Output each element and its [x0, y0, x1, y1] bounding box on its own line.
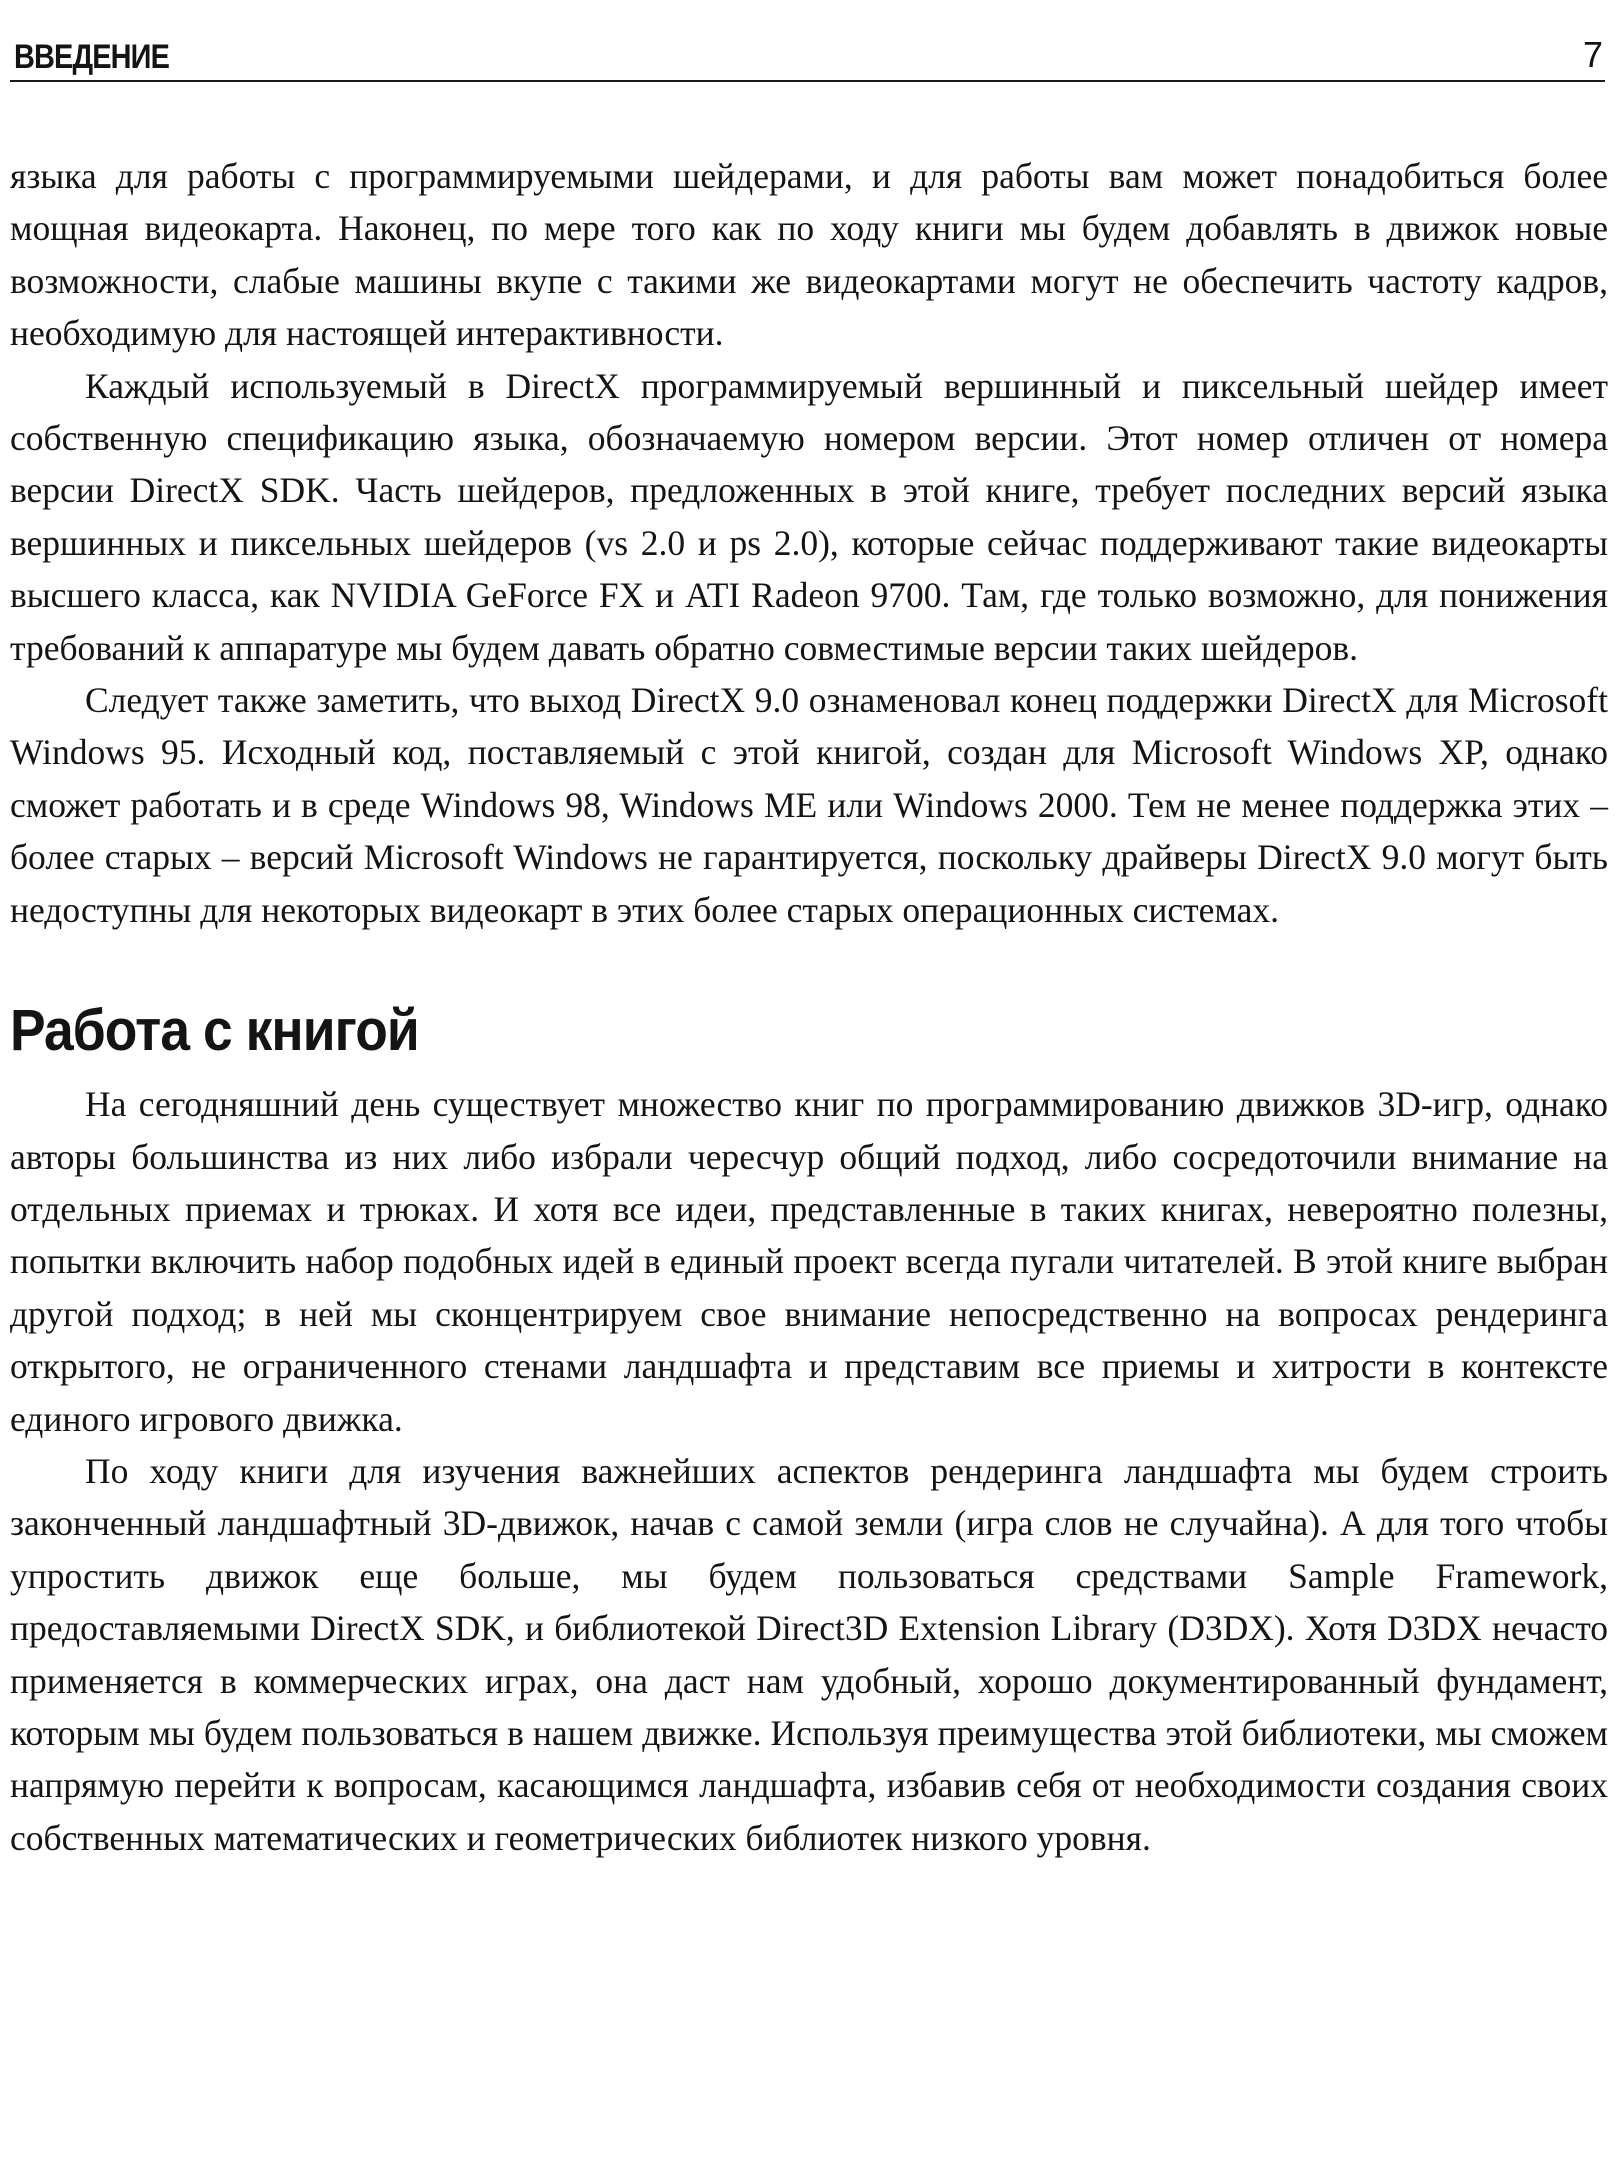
running-header: [10, 34, 1605, 82]
running-header-title: ВВЕДЕНИЕ: [14, 38, 170, 76]
page-number: 7: [1582, 34, 1603, 75]
paragraph-engine-overview: По ходу книги для изучения важнейших аспектов рендеринга ландшафта мы будем строить законченный ландшафтный 3D-движок, начав с самой земли (игра слов не случайна). А для того чтобы упростить движок еще больше, мы будем пользоваться средствами Sample Framework, предоставляемыми DirectX SDK, и библиотекой Direct3D Extension Library (D3DX). Хотя D3DX нечасто применяется в коммерческих играх, она даст нам удобный, хорошо документированный фундамент, которым мы будем пользоваться в нашем движке. Используя преимущества этой библиотеки, мы сможем напрямую перейти к вопросам, касающимся ландшафта, избавив себя от необходимости создания своих собственных математических и геометрических библиотек низкого уровня.: [10, 1450, 1608, 1858]
paragraph-shader-versions: Каждый используемый в DirectX программируемый вершинный и пиксельный шейдер имеет собственную спецификацию языка, обозначаемую номером версии. Этот номер отличен от номера версии DirectX SDK. Часть шейдеров, предложенных в этой книге, требует последних версий языка вершинных и пиксельных шейдеров (vs 2.0 и ps 2.0), которые сейчас поддерживают такие видеокарты высшего класса, как NVIDIA GeForce FX и ATI Radeon 9700. Там, где только возможно, для понижения требований к аппаратуре мы будем давать обратно совместимые версии таких шейдеров.: [10, 365, 1608, 668]
paragraph-windows-support: Следует также заметить, что выход DirectX 9.0 ознаменовал конец поддержки DirectX для Microsoft Windows 95. Исходный код, поставляемый с этой книгой, создан для Microsoft Windows XP, однако сможет работать и в среде Windows 98, Windows ME или Windows 2000. Тем не менее поддержка этих – более старых – версий Microsoft Windows не гарантируется, поскольку драйверы DirectX 9.0 могут быть недоступны для некоторых видеокарт в этих более старых операционных системах.: [10, 680, 1608, 930]
paragraph-book-approach: На сегодняшний день существует множество книг по программированию движков 3D-игр, однако авторы большинства из них либо избрали чересчур общий подход, либо сосредоточили внимание на отдельных приемах и трюках. И хотя все идеи, представленные в таких книгах, невероятно полезны, попытки включить набор подобных идей в единый проект всегда пугали читателей. В этой книге выбран другой подход; в ней мы сконцентрируем свое внимание непосредственно на вопросах рендеринга открытого, не ограниченного стенами ландшафта и представим все приемы и хитрости в контексте единого игрового движка.: [10, 1084, 1608, 1439]
page-body: [10, 150, 1608, 1864]
paragraph-continued: языка для работы с программируемыми шейдерами, и для работы вам может понадобиться более мощная видеокарта. Наконец, по мере того как по ходу книги мы будем добавлять в движок новые возможности, слабые машины вкупе с такими же видеокартами могут не обеспечить частоту кадров, необходимую для настоящей интерактивности.: [10, 156, 1608, 354]
header-rule: [10, 80, 1605, 82]
section-heading: Работа с книгой: [10, 998, 419, 1064]
